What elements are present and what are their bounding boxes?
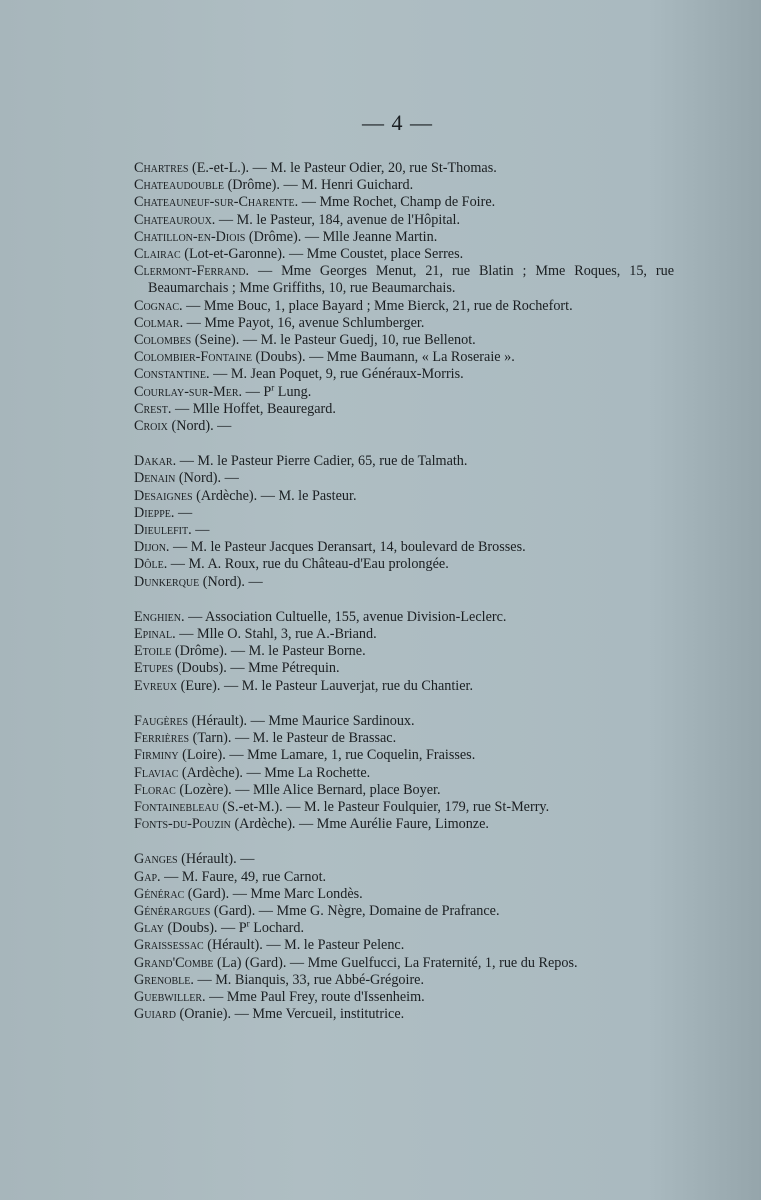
group-separator [134,833,674,851]
entry-details: (Lozère). — Mlle Alice Bernard, place Boyer. [175,781,441,798]
directory-entry [134,246,674,263]
place-name: Denain [134,470,176,487]
entry-details: . — Mme Rochet, Champ de Foire. [294,194,496,211]
place-name: Fonts-du-Pouzin [134,816,231,833]
entry-details: (Loire). — Mme Lamare, 1, rue Coquelin, Fraisses. [178,747,476,764]
place-name: Etoile [134,643,172,660]
entry-details: (Oranie). — Mme Vercueil, institutrice. [175,1006,405,1023]
place-name: Colmar [134,314,180,331]
directory-entry [134,418,674,435]
entry-details-tail: Lung. [274,383,312,400]
entry-details: (La) (Gard). — Mme Guelfucci, La Fraternité, 1, rue du Repos. [213,954,578,971]
place-name: Croix [134,418,168,435]
place-name: Courlay-sur-Mer [134,383,239,400]
place-name: Dakar [134,453,173,470]
directory-entry [134,972,674,989]
directory-entry [134,349,674,366]
directory-entry [134,366,674,383]
entry-details: . — Mme Georges Menut, 21, rue Blatin ; Mme Roques, 15, rue Beaumarchais ; Mme Griffiths, 10, rue Beaumarchais. [148,263,674,297]
place-name: Flaviac [134,764,179,781]
entry-details: (Seine). — M. le Pasteur Guedj, 10, rue Bellenot. [191,332,476,349]
place-name: Grand'Combe [134,954,214,971]
page-number: — 4 — [362,110,433,135]
entry-details: (Drôme). — M. Henri Guichard. [224,177,414,194]
group-separator [134,695,674,713]
entry-details: . — M. le Pasteur Pierre Cadier, 65, rue de Talmath. [172,453,468,470]
place-name: Desaignes [134,487,193,504]
directory-entry [134,381,674,401]
directory-entry [134,470,674,487]
directory-entry [134,315,674,332]
entry-details: . — M. le Pasteur Jacques Deransart, 14, boulevard de Brosses. [165,539,526,556]
entry-details: (S.-et-M.). — M. le Pasteur Foulquier, 179, rue St-Merry. [218,798,550,815]
directory-entry [134,660,674,677]
directory-entry [134,609,674,626]
entry-details: (E.-et-L.). — M. le Pasteur Odier, 20, rue St-Thomas. [188,160,497,176]
directory-entry [134,453,674,470]
place-name: Dôle [134,556,164,573]
place-name: Dijon [134,539,166,556]
title-superscript: r [271,381,275,392]
entry-details: (Ardèche). — Mme La Rochette. [178,764,371,781]
directory-entry [134,574,674,591]
place-name: Etupes [134,660,174,677]
entry-details: . — Mlle Hoffet, Beauregard. [167,400,336,417]
directory-entry [134,160,674,177]
directory-entry [134,747,674,764]
place-name: Gap [134,868,158,885]
entry-details: . — M. Bianquis, 33, rue Abbé-Grégoire. [190,971,425,988]
entry-details: . — P [238,383,272,400]
entry-details: . — Association Cultuelle, 155, avenue Division-Leclerc. [181,608,507,625]
place-name: Glay [134,920,164,937]
entry-details: (Drôme). — M. le Pasteur Borne. [171,643,366,660]
directory-entry [134,730,674,747]
directory-entry [134,332,674,349]
directory-entry [134,920,674,937]
place-name: Graissessac [134,937,204,954]
directory-entry [134,799,674,816]
entry-details: (Drôme). — Mlle Jeanne Martin. [245,228,438,245]
place-name: Faugères [134,712,189,729]
directory-entry [134,212,674,229]
place-name: Fontainebleau [134,798,219,815]
entry-details: . — M. Jean Poquet, 9, rue Généraux-Morris. [206,366,464,383]
place-name: Colombes [134,332,192,349]
directory-entry [134,505,674,522]
place-name: Ferrières [134,730,190,747]
entry-details: (Eure). — M. le Pasteur Lauverjat, rue du Chantier. [177,677,473,694]
directory-entry [134,263,674,297]
directory-entry [134,229,674,246]
place-name: Guebwiller [134,988,203,1005]
place-name: Enghien [134,608,181,625]
place-name: Epinal [134,626,173,643]
place-name: Générargues [134,902,211,919]
entry-details: (Hérault). — M. le Pasteur Pelenc. [203,937,405,954]
entry-details: (Nord). — [167,418,232,435]
place-name: Constantine [134,366,206,383]
entry-details: . — Mme Paul Frey, route d'Issenheim. [202,988,425,1005]
entry-details: . — Mme Bouc, 1, place Bayard ; Mme Bierck, 21, rue de Rochefort. [179,297,573,314]
entry-details: (Doubs). — Mme Baumann, « La Roseraie ». [251,349,515,366]
group-separator [134,591,674,609]
place-name: Guiard [134,1006,176,1023]
entry-details: (Doubs). — Mme Pétrequin. [173,660,340,677]
directory-entry [134,886,674,903]
title-superscript: r [246,918,250,929]
entry-details: (Nord). — [199,573,263,590]
entry-details: (Hérault). — [177,851,255,868]
place-name: Evreux [134,677,178,694]
directory-entry [134,869,674,886]
directory-entry [134,539,674,556]
directory-entry [134,401,674,418]
place-name: Clermont-Ferrand [134,263,246,280]
entry-details: (Tarn). — M. le Pasteur de Brassac. [189,730,397,747]
directory-entry [134,765,674,782]
directory-entry [134,937,674,954]
entry-details: (Nord). — [175,470,239,487]
place-name: Ganges [134,851,178,868]
entry-details: . — Mme Payot, 16, avenue Schlumberger. [179,314,425,331]
place-name: Chateauneuf-sur-Charente [134,194,295,211]
place-name: Grenoble [134,971,191,988]
entry-details: . — M. A. Roux, rue du Château-d'Eau prolongée. [163,556,449,573]
entry-details: (Gard). — Mme Marc Londès. [184,885,363,902]
directory-entry [134,782,674,799]
place-name: Chartres [134,160,189,176]
directory-entry [134,851,674,868]
directory-entry [134,713,674,730]
entry-details-tail: Lochard. [249,920,305,937]
place-name: Colombier-Fontaine [134,349,252,366]
place-name: Chatillon-en-Diois [134,228,246,245]
entry-details: . — M. le Pasteur, 184, avenue de l'Hôpital. [211,211,461,228]
directory-entry [134,556,674,573]
place-name: Clairac [134,246,181,263]
directory-entry [134,989,674,1006]
place-name: Firminy [134,747,179,764]
entry-details: (Ardèche). — Mme Aurélie Faure, Limonze. [230,816,489,833]
directory-entry [134,678,674,695]
entry-details: (Ardèche). — M. le Pasteur. [192,487,357,504]
directory-entry [134,194,674,211]
directory-entry [134,522,674,539]
entry-details: (Doubs). — P [163,920,247,937]
entry-details: . — [170,504,193,521]
directory-entry [134,903,674,920]
place-name: Dieppe [134,504,171,521]
address-directory [134,160,674,1023]
entry-details: (Hérault). — Mme Maurice Sardinoux. [188,712,415,729]
entry-details: . — M. Faure, 49, rue Carnot. [157,868,327,885]
directory-entry [134,626,674,643]
entry-details: (Gard). — Mme G. Nègre, Domaine de Prafrance. [210,902,500,919]
directory-entry [134,177,674,194]
directory-entry [134,488,674,505]
entry-details: . — Mlle O. Stahl, 3, rue A.-Briand. [172,626,377,643]
place-name: Générac [134,885,185,902]
entry-details: (Lot-et-Garonne). — Mme Coustet, place Serres. [180,246,464,263]
place-name: Crest [134,400,168,417]
directory-entry [134,298,674,315]
place-name: Florac [134,781,176,798]
place-name: Dieulefit [134,522,189,539]
place-name: Chateaudouble [134,177,225,194]
group-separator [134,435,674,453]
place-name: Cognac [134,297,180,314]
directory-entry [134,816,674,833]
directory-entry [134,643,674,660]
entry-details: . — [188,522,210,539]
place-name: Chateauroux [134,211,212,228]
directory-entry [134,1006,674,1023]
place-name: Dunkerque [134,573,200,590]
directory-entry [134,955,674,972]
